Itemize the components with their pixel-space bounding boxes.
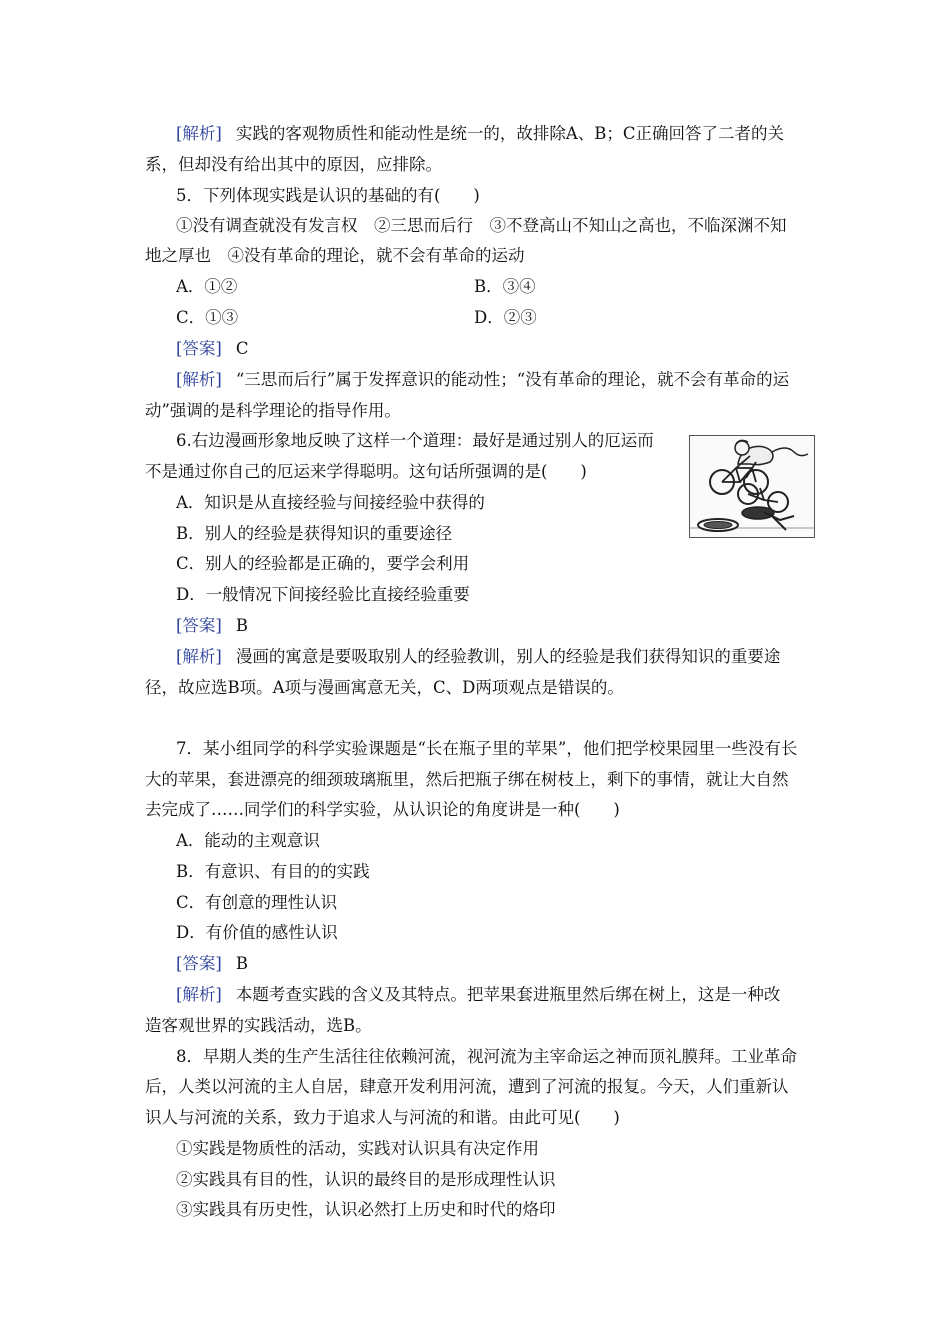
q4-analysis-line2: 系，但却没有给出其中的原因，应排除。 — [145, 155, 442, 174]
analysis-tag: [解析] — [176, 370, 222, 389]
q5-option-d: D．②③ — [474, 308, 537, 327]
q5-option-a: A．①② — [176, 277, 238, 296]
analysis-tag: [解析] — [176, 647, 222, 666]
q6-stem-line2: 不是通过你自己的厄运来学得聪明。这句话所强调的是( ) — [145, 462, 587, 481]
q6-option-d: D．一般情况下间接经验比直接经验重要 — [176, 585, 470, 604]
q6-answer — [176, 615, 248, 637]
q6-option-c: C．别人的经验都是正确的，要学会利用 — [176, 554, 470, 573]
q5-analysis-line2: 动”强调的是科学理论的指导作用。 — [145, 401, 401, 420]
q6-analysis-line2: 径，故应选B项。A项与漫画寓意无关，C、D两项观点是错误的。 — [145, 678, 624, 697]
answer-value: B — [235, 616, 249, 635]
analysis-text: 实践的客观物质性和能动性是统一的，故排除A、B；C正确回答了二者的关 — [235, 124, 785, 143]
q7-answer — [176, 953, 248, 975]
q7-analysis-line1 — [176, 984, 780, 1006]
q6-option-a: A．知识是从直接经验与间接经验中获得的 — [176, 493, 485, 512]
q6-option-b: B．别人的经验是获得知识的重要途径 — [176, 524, 453, 543]
q7-stem-line1: 7．某小组同学的科学实验课题是“长在瓶子里的苹果”，他们把学校果园里一些没有长 — [176, 739, 798, 758]
cyclist-cartoon-icon — [690, 436, 814, 537]
q5-analysis-line1 — [176, 369, 789, 391]
q7-analysis-line2: 造客观世界的实践活动，选B。 — [145, 1016, 372, 1035]
answer-tag: [答案] — [176, 954, 222, 973]
answer-value: B — [235, 954, 249, 973]
q7-stem-line2: 大的苹果，套进漂亮的细颈玻璃瓶里，然后把瓶子绑在树枝上，剩下的事情，就让大自然 — [145, 770, 789, 789]
analysis-tag: [解析] — [176, 985, 222, 1004]
q5-stem: 5．下列体现实践是认识的基础的有( ) — [176, 186, 480, 205]
q6-stem-line1: 6.右边漫画形象地反映了这样一个道理：最好是通过别人的厄运而 — [176, 431, 654, 450]
cartoon-illustration — [689, 435, 815, 538]
q7-option-a: A．能动的主观意识 — [176, 831, 320, 850]
q7-stem-line3: 去完成了……同学们的科学实验，从认识论的角度讲是一种( ) — [145, 800, 620, 819]
q8-item-3: ③实践具有历史性，认识必然打上历史和时代的烙印 — [176, 1200, 556, 1219]
analysis-text: 本题考查实践的含义及其特点。把苹果套进瓶里然后绑在树上，这是一种改 — [235, 985, 781, 1004]
q8-stem-line1: 8．早期人类的生产生活往往依赖河流，视河流为主宰命运之神而顶礼膜拜。工业革命 — [176, 1047, 797, 1066]
q5-items-line2: 地之厚也 ④没有革命的理论，就不会有革命的运动 — [145, 246, 525, 265]
q7-option-c: C．有创意的理性认识 — [176, 893, 338, 912]
analysis-text: 漫画的寓意是要吸取别人的经验教训，别人的经验是我们获得知识的重要途 — [235, 647, 781, 666]
q5-option-c: C．①③ — [176, 308, 239, 327]
q8-item-1: ①实践是物质性的活动，实践对认识具有决定作用 — [176, 1139, 539, 1158]
answer-tag: [答案] — [176, 339, 222, 358]
analysis-tag: [解析] — [176, 124, 222, 143]
q4-analysis-line1 — [176, 123, 784, 145]
analysis-text: “三思而后行”属于发挥意识的能动性；“没有革命的理论，就不会有革命的运 — [235, 370, 790, 389]
q6-analysis-line1 — [176, 646, 780, 668]
q7-option-d: D．有价值的感性认识 — [176, 923, 338, 942]
q8-stem-line3: 识人与河流的关系，致力于追求人与河流的和谐。由此可见( ) — [145, 1108, 620, 1127]
answer-value: C — [235, 339, 249, 358]
q5-option-b: B．③④ — [474, 277, 536, 296]
q5-answer — [176, 338, 249, 360]
q5-items-line1: ①没有调查就没有发言权 ②三思而后行 ③不登高山不知山之高也，不临深渊不知 — [176, 216, 787, 235]
q8-item-2: ②实践具有目的性，认识的最终目的是形成理性认识 — [176, 1170, 556, 1189]
q7-option-b: B．有意识、有目的的实践 — [176, 862, 370, 881]
q8-stem-line2: 后，人类以河流的主人自居，肆意开发利用河流，遭到了河流的报复。今天，人们重新认 — [145, 1077, 789, 1096]
answer-tag: [答案] — [176, 616, 222, 635]
